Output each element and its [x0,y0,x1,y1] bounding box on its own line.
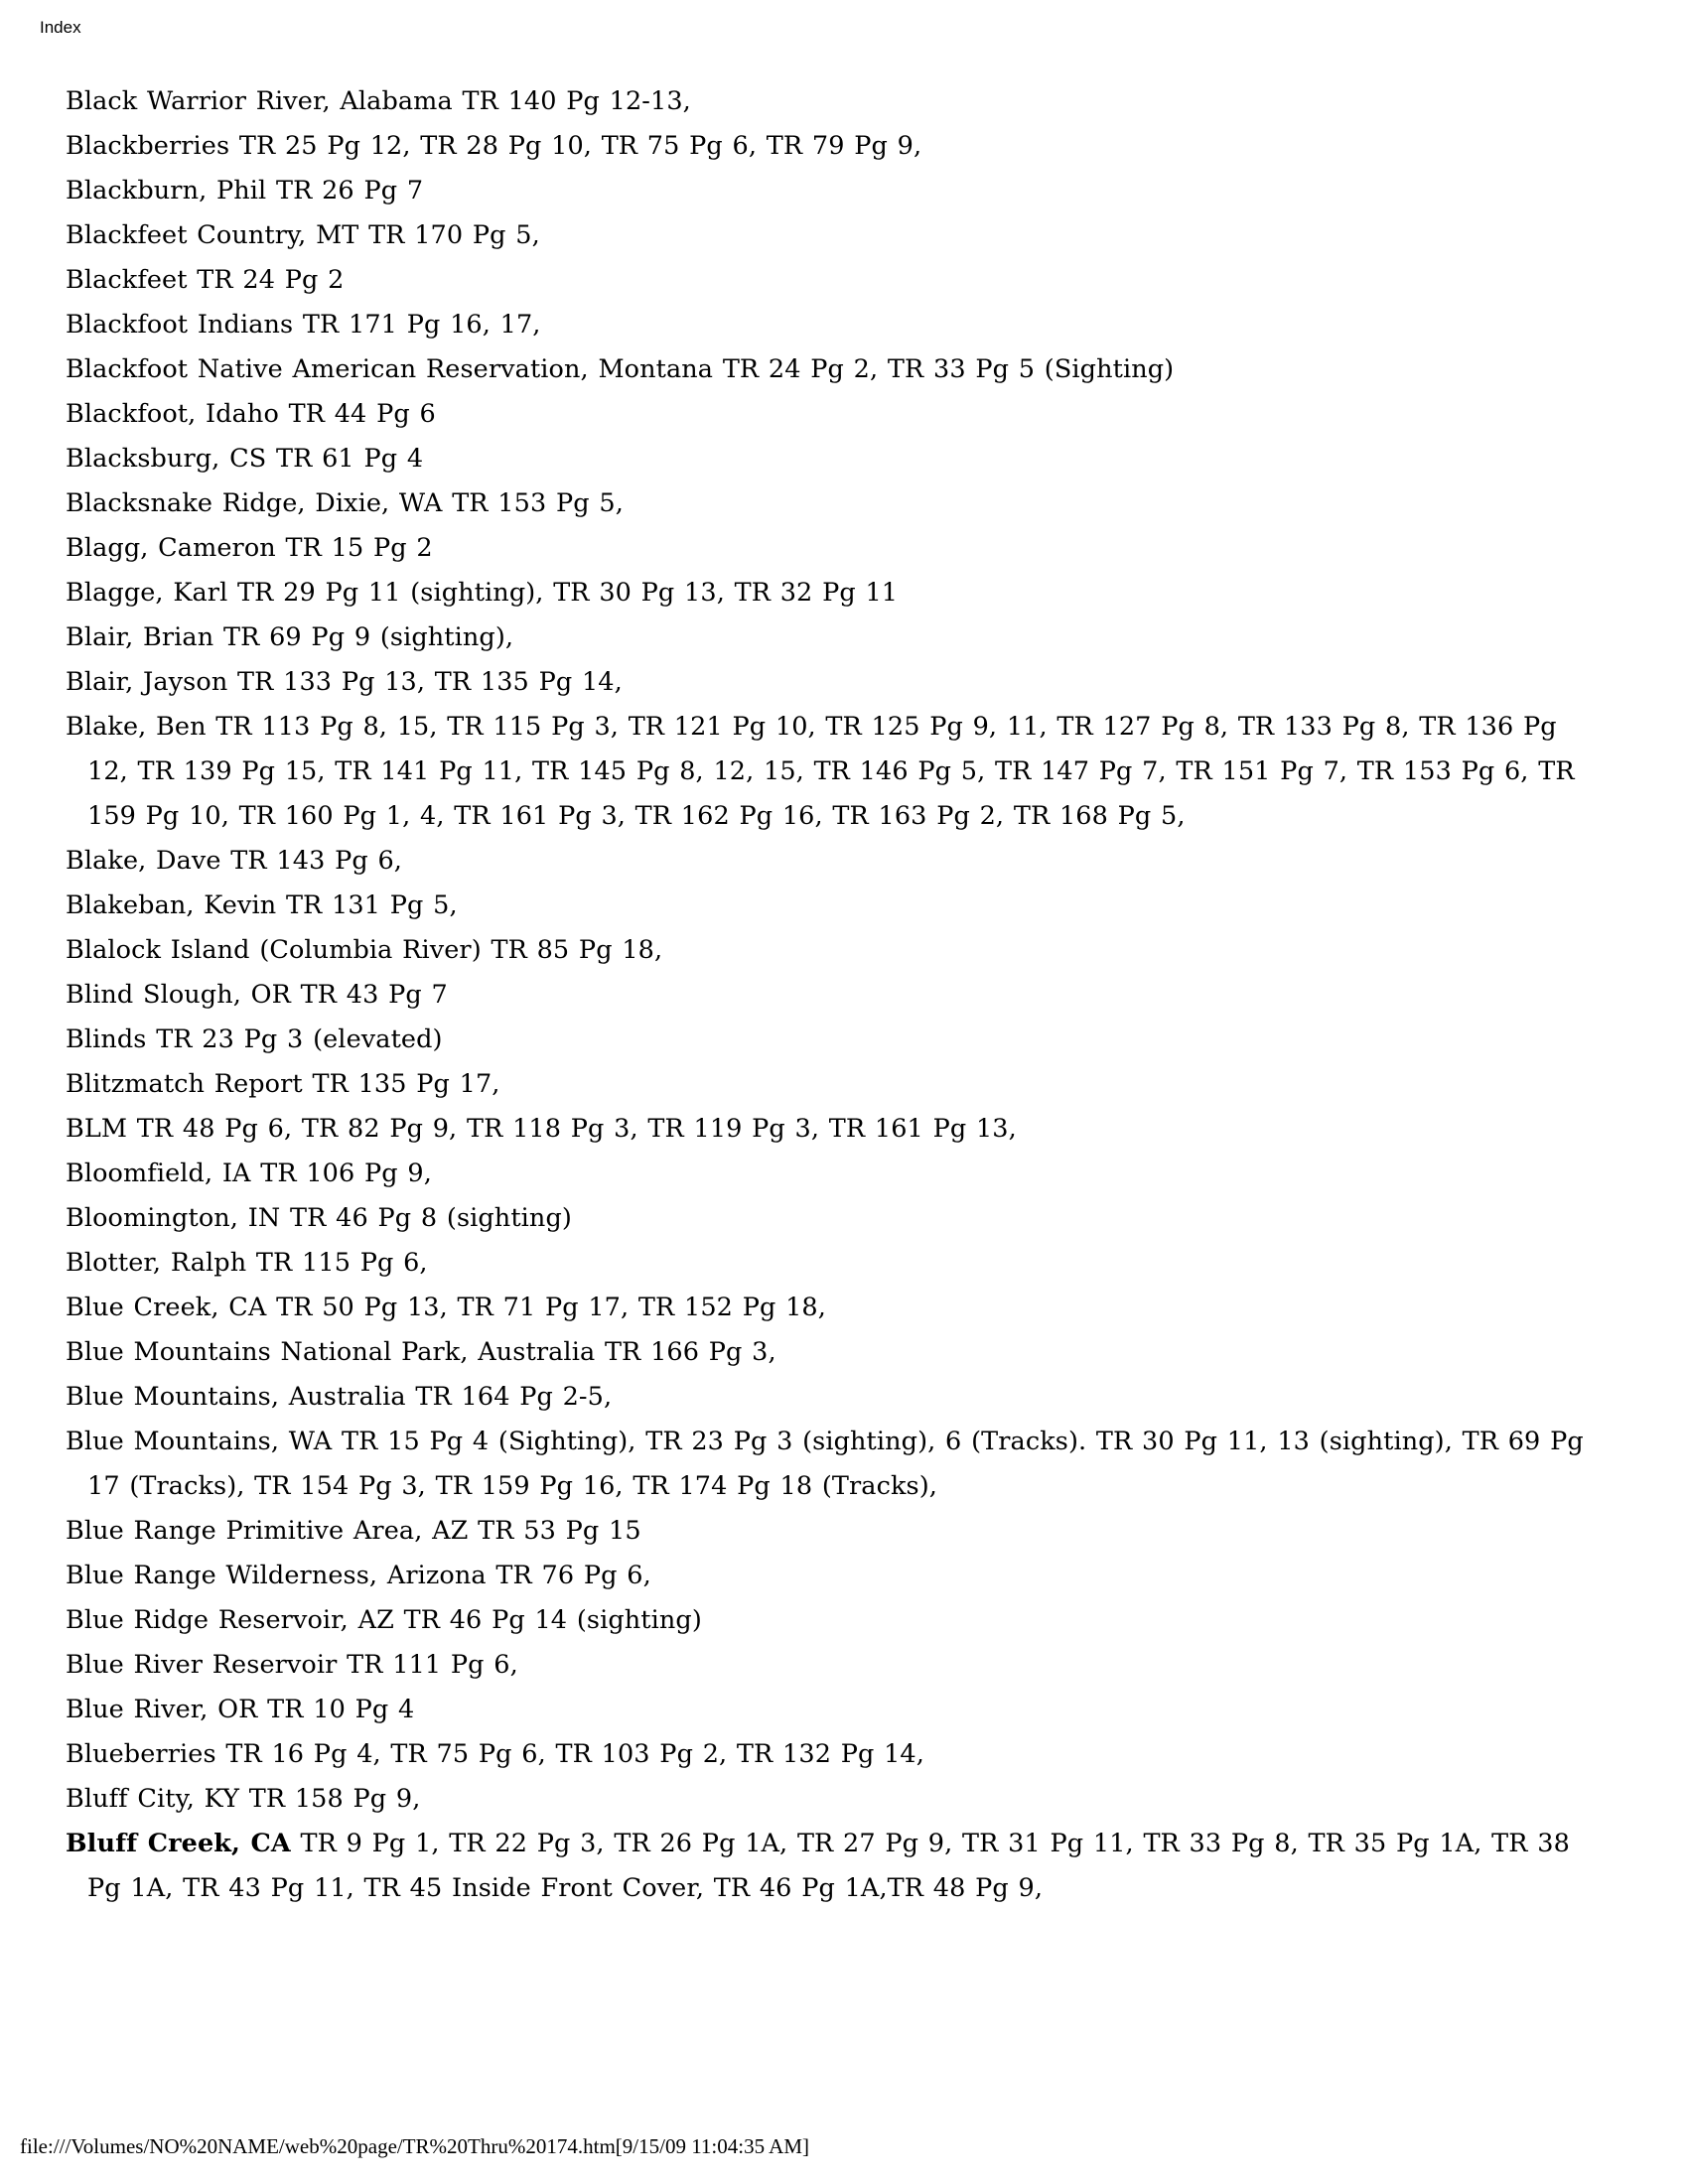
index-entry-text: Blacksburg, CS TR 61 Pg 4 [66,444,424,474]
index-entry [44,1330,1605,1375]
index-entry [44,1062,1605,1107]
index-entry-text: Blake, Ben TR 113 Pg 8, 15, TR 115 Pg 3, TR 121 Pg 10, TR 125 Pg 9, 11, TR 127 Pg 8, TR 133 Pg 8, TR 136 Pg 12, TR 139 Pg 15, TR 141 Pg 11, TR 145 Pg 8, 12, 15, TR 146 Pg 5, TR 147 Pg 7, TR 151 Pg 7, TR 153 Pg 6, TR 159 Pg 10, TR 160 Pg 1, 4, TR 161 Pg 3, TR 162 Pg 16, TR 163 Pg 2, TR 168 Pg 5, [66,712,1575,831]
index-entry [44,973,1605,1018]
index-entry-text: Bloomfield, IA TR 106 Pg 9, [66,1159,432,1188]
index-entry-text: Blue Mountains, Australia TR 164 Pg 2-5, [66,1382,613,1412]
index-entry [44,1822,1605,1911]
index-entry [44,1643,1605,1688]
index-entry-text: Blackfoot Native American Reservation, Montana TR 24 Pg 2, TR 33 Pg 5 (Sighting) [66,354,1175,384]
index-entry [44,169,1605,213]
index-entry-text: Blakeban, Kevin TR 131 Pg 5, [66,890,458,920]
index-entry-references: TR 9 Pg 1, TR 22 Pg 3, TR 26 Pg 1A, TR 27 Pg 9, TR 31 Pg 11, TR 33 Pg 8, TR 35 Pg 1A, TR 38 Pg 1A, TR 43 Pg 11, TR 45 Inside Front Cover, TR 46 Pg 1A,TR 48 Pg 9, [87,1829,1570,1903]
index-entry-term: Bluff Creek, CA [66,1829,291,1858]
index-entry [44,1018,1605,1062]
index-entry-text: Blackfoot Indians TR 171 Pg 16, 17, [66,310,541,340]
index-entry-text: Blagg, Cameron TR 15 Pg 2 [66,533,433,563]
index-entry [44,660,1605,705]
index-entry-text: BLM TR 48 Pg 6, TR 82 Pg 9, TR 118 Pg 3, TR 119 Pg 3, TR 161 Pg 13, [66,1114,1017,1144]
index-entry [44,1107,1605,1152]
index-entry [44,1241,1605,1286]
index-entry-text: Blotter, Ralph TR 115 Pg 6, [66,1248,428,1278]
page-header: Index [40,18,81,37]
index-entry [44,1777,1605,1822]
index-entry-text: Blair, Brian TR 69 Pg 9 (sighting), [66,622,514,652]
index-entry [44,347,1605,392]
index-entry-text: Blagge, Karl TR 29 Pg 11 (sighting), TR 30 Pg 13, TR 32 Pg 11 [66,578,899,608]
index-entry-text: Blue Mountains National Park, Australia TR 166 Pg 3, [66,1337,776,1367]
index-entry-text: Bluff City, KY TR 158 Pg 9, [66,1784,421,1814]
index-entry [44,1286,1605,1330]
index-entry [44,258,1605,303]
index-entry [44,884,1605,928]
index-entry-text: Blue Creek, CA TR 50 Pg 13, TR 71 Pg 17, TR 152 Pg 18, [66,1293,826,1322]
index-entry [44,1375,1605,1420]
index-entry [44,615,1605,660]
index-entry [44,1554,1605,1598]
index-entry [44,124,1605,169]
index-entry [44,481,1605,526]
index-entry [44,1152,1605,1196]
index-entry-text: Blue River, OR TR 10 Pg 4 [66,1695,415,1724]
index-entry-text: Blinds TR 23 Pg 3 (elevated) [66,1024,443,1054]
index-entry [44,303,1605,347]
index-entry-text: Bloomington, IN TR 46 Pg 8 (sighting) [66,1203,572,1233]
index-entry-list [44,79,1605,1911]
index-entry-text: Blackfeet Country, MT TR 170 Pg 5, [66,220,540,250]
index-entry-text: Blue Range Primitive Area, AZ TR 53 Pg 15 [66,1516,641,1546]
index-entry [44,213,1605,258]
index-entry [44,79,1605,124]
index-entry-text: Black Warrior River, Alabama TR 140 Pg 12-13, [66,86,691,116]
index-entry [44,705,1605,839]
index-entry-text: Blackburn, Phil TR 26 Pg 7 [66,176,424,205]
page-footer-path: file:///Volumes/NO%20NAME/web%20page/TR%20Thru%20174.htm[9/15/09 11:04:35 AM] [20,2134,810,2158]
index-entry-text: Blue River Reservoir TR 111 Pg 6, [66,1650,518,1680]
index-entry-text: Blackberries TR 25 Pg 12, TR 28 Pg 10, TR 75 Pg 6, TR 79 Pg 9, [66,131,922,161]
index-entry [44,526,1605,571]
index-entry-text: Blackfoot, Idaho TR 44 Pg 6 [66,399,436,429]
index-entry-text: Blue Range Wilderness, Arizona TR 76 Pg 6, [66,1561,651,1590]
index-entry [44,392,1605,437]
index-entry-text: Blake, Dave TR 143 Pg 6, [66,846,403,876]
index-entry-text: Blalock Island (Columbia River) TR 85 Pg 18, [66,935,663,965]
index-entry [44,1598,1605,1643]
index-entry [44,1196,1605,1241]
index-entry-text: Blue Mountains, WA TR 15 Pg 4 (Sighting), TR 23 Pg 3 (sighting), 6 (Tracks). TR 30 Pg 11, 13 (sighting), TR 69 Pg 17 (Tracks), TR 154 Pg 3, TR 159 Pg 16, TR 174 Pg 18 (Tracks), [66,1427,1584,1501]
index-entry [44,571,1605,615]
index-entry [44,928,1605,973]
index-entry-text: Blacksnake Ridge, Dixie, WA TR 153 Pg 5, [66,488,624,518]
index-entry [44,1420,1605,1509]
index-entry-text: Blackfeet TR 24 Pg 2 [66,265,345,295]
index-entry-text: Blueberries TR 16 Pg 4, TR 75 Pg 6, TR 103 Pg 2, TR 132 Pg 14, [66,1739,924,1769]
index-entry-text: Blitzmatch Report TR 135 Pg 17, [66,1069,500,1099]
index-entry [44,1688,1605,1732]
index-entry-text: Blue Ridge Reservoir, AZ TR 46 Pg 14 (sighting) [66,1605,702,1635]
index-entry [44,1509,1605,1554]
index-entry [44,839,1605,884]
index-entry-text: Blair, Jayson TR 133 Pg 13, TR 135 Pg 14, [66,667,623,697]
index-entry-text: Blind Slough, OR TR 43 Pg 7 [66,980,448,1010]
index-entry [44,1732,1605,1777]
index-entry [44,437,1605,481]
